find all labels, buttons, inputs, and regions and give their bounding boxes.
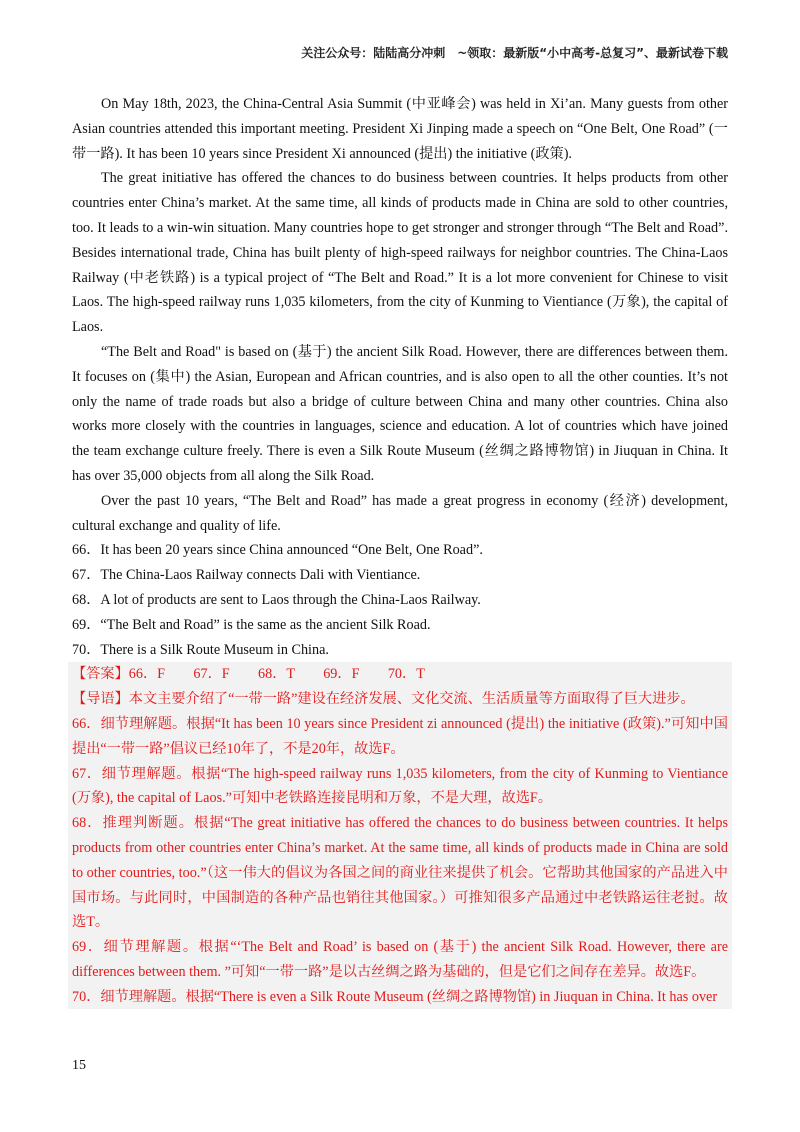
document-body (72, 92, 728, 1009)
explanation-69: 69．细节理解题。根据“‘The Belt and Road’ is based on (基于) the ancient Silk Road. However, there are differences between them. ”可知“一带一路”是以古丝绸之路为基础的，但是它们之间存在差异。故选F。 (72, 939, 728, 980)
explanation-67: 67．细节理解题。根据“The high-speed railway runs 1,035 kilometers, from the city of Kunming to Vientiance (万象), the capital of Laos.”可知中老铁路连接昆明和万象，不是大理，故选F。 (72, 765, 728, 807)
question-67: 67．The China-Laos Railway connects Dali with Vientiance. (72, 567, 421, 584)
answer-key: 【答案】66．F 67．F 68．T 69．F 70．T (72, 666, 425, 683)
explanation-70: 70．细节理解题。根据“There is even a Silk Route Museum (丝绸之路博物馆) in Jiuquan in China. It has over (72, 988, 718, 1005)
question-70: 70．There is a Silk Route Museum in China. (72, 641, 329, 658)
passage-paragraph-2: The great initiative has offered the chances to do business between countries. It helps products from other countries enter China’s market. At the same time, all kinds of products made in China are sold to other countries, too. It leads to a win-win situation. Many countries hope to get stronger and stronger through “The Belt and Road”. Besides international trade, China has built plenty of high-speed railways for neighbor countries. The China-Laos Railway (中老铁路) is a typical project of “The Belt and Road.” It is a lot more convenient for Chinese to visit Laos. The high-speed railway runs 1,035 kilometers, from the city of Kunming to Vientiance (万象), the capital of Laos. (72, 170, 728, 336)
page-header: 关注公众号：陆陆高分冲刺 ~领取：最新版“小中高考-总复习”、最新试卷下载 (301, 46, 728, 60)
question-68: 68．A lot of products are sent to Laos through the China-Laos Railway. (72, 591, 481, 608)
answer-section (68, 662, 732, 1009)
passage-paragraph-3: “The Belt and Road" is based on (基于) the ancient Silk Road. However, there are differences between them. It focuses on (集中) the Asian, European and African countries, and is also open to all the other counties. It’s not only the name of trade roads but also a bridge of culture between China and many other countries. China also works more closely with the countries in languages, science and education. A lot of countries which have joined the team exchange culture freely. There is even a Silk Route Museum (丝绸之路博物馆) in Jiuquan in China. It has over 35,000 objects from all along the Silk Road. (72, 343, 728, 484)
answer-guide: 【导语】本文主要介绍了“一带一路”建设在经济发展、文化交流、生活质量等方面取得了巨大进步。 (72, 691, 695, 708)
explanation-68: 68．推理判断题。根据“The great initiative has offered the chances to do business between countries. It helps products from other countries enter China’s market. At the same time, all kinds of products made in China are sold to other countries, too.”（这一伟大的倡议为各国之间的商业往来提供了机会。它帮助其他国家的产品进入中国市场。与此同时，中国制造的各种产品也销往其他国家。）可推知很多产品通过中老铁路运往老挝。故选T。 (72, 815, 728, 931)
page-number: 15 (72, 1058, 86, 1073)
passage-paragraph-1: On May 18th, 2023, the China-Central Asia Summit (中亚峰会) was held in Xi’an. Many guests from other Asian countries attended this important meeting. President Xi Jinping made a speech on “One Belt, One Road” (一带一路). It has been 10 years since President Xi announced (提出) the initiative (政策). (72, 96, 728, 162)
passage-paragraph-4: Over the past 10 years, “The Belt and Road” has made a great progress in economy (经济) development, cultural exchange and quality of life. (72, 492, 728, 534)
explanation-66: 66．细节理解题。根据“It has been 10 years since President zi announced (提出) the initiative (政策).”可知中国提出“一带一路”倡议已经10年了，不是20年，故选F。 (72, 715, 728, 757)
question-69: 69．“The Belt and Road” is the same as the ancient Silk Road. (72, 616, 431, 633)
question-66: 66．It has been 20 years since China announced “One Belt, One Road”. (72, 542, 483, 559)
